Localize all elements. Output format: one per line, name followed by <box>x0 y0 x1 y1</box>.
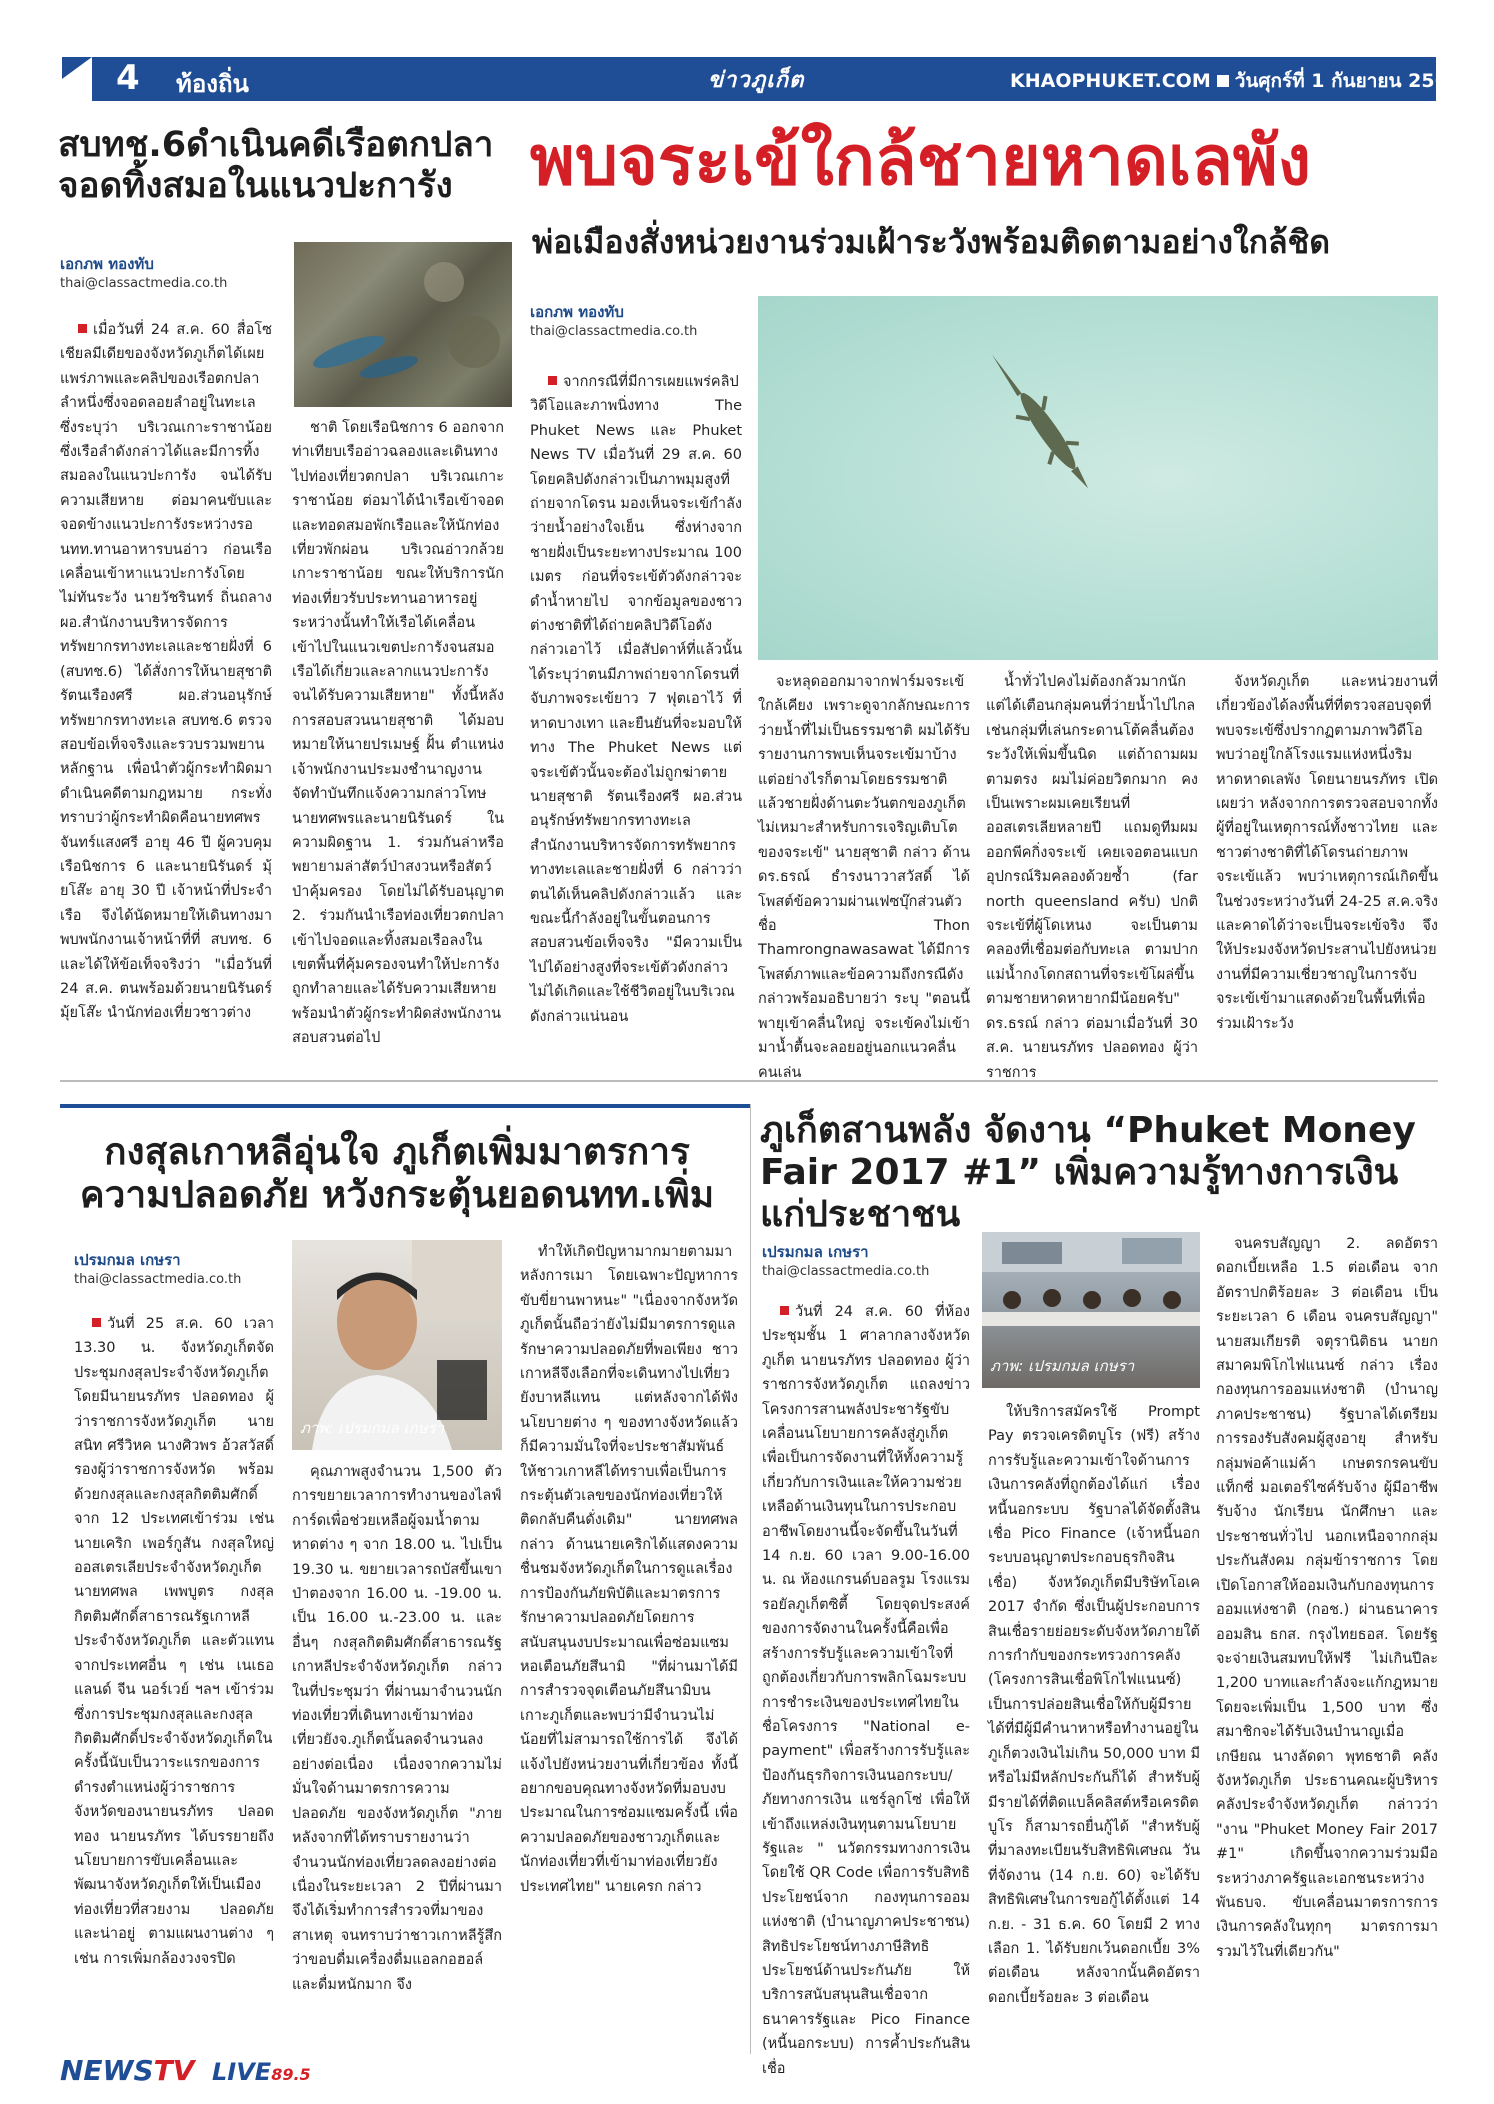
page-number: 4 <box>116 58 140 98</box>
korea-headline: กงสุลเกาหลีอุ่นใจ ภูเก็ตเพิ่มมาตรการ ความปลอดภัย หวังกระตุ้นยอดนทท.เพิ่ม <box>79 1130 715 1217</box>
boat-column-2 <box>292 416 504 1058</box>
croc-column-3 <box>986 670 1198 1081</box>
column-divider <box>750 1104 751 2054</box>
lead-bullet-icon <box>92 1318 101 1327</box>
money-body-3: จนครบสัญญา 2. ลดอัตราดอกเบี้ยเหลือ 1.5 ต่อเดือน จากอัตราปกติร้อยละ 3 ต่อเดือน เป็นระยะเวลา 6 เดือน จนครบสัญญา" นายสมเกียรติ จตุรานิติธน นายกสมาคมพิโกไฟแนนซ์ กล่าว เรื่องกองทุนการออมแห่งชาติ (บำนาญภาคประชาชน) รัฐบาลได้เตรียมการรองรับสังคมผู้สูงอายุ สำหรับกลุ่มพ่อค้าแม่ค้า เกษตรกรคนขับแท็กซี่ มอเตอร์ไซค์รับจ้าง ผู้มีอาชีพรับจ้าง นักเรียน นักศึกษา และประชาชนทั่วไป นอกเหนือจากกลุ่มประกันสังคม กลุ่มข้าราชการ โดยเปิดโอกาสให้ออมเงินกับกองทุนการออมแห่งชาติ (กอช.) ผ่านธนาคารออมสิน ธกส. กรุงไทยธอส. โดยรัฐจะจ่ายเงินสมทบให้ฟรี ไม่เกินปีละ 1,200 บาทและกำลังจะแก้กฎหมายโดยจะเพิ่มเป็น 1,500 บาท ซึ่งสมาชิกจะได้รับเงินบำนาญเมื่อเกษียณ นางลัดดา พุทธชาติ คลังจังหวัดภูเก็ต ประธานคณะผู้บริหารคลังประจำจังหวัดภูเก็ต กล่าวว่า "งาน "Phuket Money Fair 2017 #1" เกิดขึ้นจากความร่วมมือระหว่างภาครัฐและเอกชนระหว่างพันธบจ. ขับเคลื่อนมาตรการการเงินการคลังในทุกๆ มาตรการมารวมไว้ในที่เดียวกัน" <box>1216 1236 1438 1960</box>
croc-byline <box>530 300 730 339</box>
section-divider <box>60 1080 1438 1082</box>
money-headline: ภูเก็ตสานพลัง จัดงาน “Phuket Money Fair 2017 #1” เพิ่มความรู้ทางการเงินแก่ประชาชน <box>760 1110 1416 1236</box>
korea-accent-bar <box>60 1104 750 1108</box>
korea-column-3 <box>520 1240 738 2050</box>
korea-byline <box>74 1248 274 1287</box>
footer-news-tv-logo <box>60 2054 194 2087</box>
boat-text-1: เมื่อวันที่ 24 ส.ค. 60 สื่อโซเชียลมีเดียของจังหวัดภูเก็ตได้เผยแพร่ภาพและคลิปของเรือตกปลาลำหนึ่งซึ่งจอดลอยลำอยู่ในทะเลซึ่งระบุว่า บริเวณเกาะราชาน้อย ซึ่งเรือลำดังกล่าวได้และมีการทิ้งสมอลงในแนวปะการัง จนได้รับความเสียหาย ต่อมาคนขับและจอดข้างแนวปะการังระหว่างรอ นทท.ทานอาหารบนอ่าว ก่อนเรือเคลื่อนเข้าหาแนวปะการังโดยไม่ทันระวัง นายวัชรินทร์ ถิ่นถลาง ผอ.สำนักงานบริหารจัดการทรัพยากรทางทะเลและชายฝั่งที่ 6 (สบทช.6) ได้สั่งการให้นายสุชาติ รัตนเรืองศรี ผอ.ส่วนอนุรักษ์ทรัพยากรทางทะเล สบทช.6 ตรวจสอบข้อเท็จจริงและรวบรวมพยานหลักฐาน เพื่อนำตัวผู้กระทำผิดมาดำเนินคดีตามกฎหมาย กระทั่งทราบว่าผู้กระทำผิดคือนายทศพร จันทร์แสงศรี อายุ 46 ปี ผู้ควบคุมเรือนิชการ 6 และนายนิรันดร์ มุ้ยโส๊ะ อายุ 30 ปี เจ้าหน้าที่ประจำเรือ จึงได้นัดหมายให้เดินทางมาพบพนักงานเจ้าหน้าที่ที่ สบทช. 6 และได้ให้ข้อเท็จจริงว่า "เมื่อวันที่ 24 ส.ค. ตนพร้อมด้วยนายนิรันดร์ มุ้ยโส๊ะ นำนักท่องเที่ยวชาวต่าง <box>60 322 272 1022</box>
boat-headline: สบทช.6ดำเนินคดีเรือตกปลา จอดทิ้งสมอในแนวปะการัง <box>58 125 494 206</box>
korea-text-1: วันที่ 25 ส.ค. 60 เวลา 13.30 น. จังหวัดภูเก็ตจัดประชุมกงสุลประจำจังหวัดภูเก็ต โดยมีนายนรภัทร ปลอดทอง ผู้ว่าราชการจังหวัดภูเก็ต นายสนิท ศรีวิหค นางศิวพร อ้วสวัสดิ์ รองผู้ว่าราชการจังหวัด พร้อมด้วยกงสุลและกงสุลกิตติมศักดิ์ จาก 12 ประเทศเข้าร่วม เช่น นายเคริก เพอร์กูสัน กงสุลใหญ่ออสเตรเลียประจำจังหวัดภูเก็ต นายทศพล เพพบูตร กงสุลกิตติมศักดิ์สาธารณรัฐเกาหลีประจำจังหวัดภูเก็ต และตัวแทนจากประเทศอื่น ๆ เช่น เนเธอแลนด์ จีน นอร์เวย์ ฯลฯ เข้าร่วม ซึ่งการประชุมกงสุลและกงสุลกิตติมศักดิ์ประจำจังหวัดภูเก็ตในครั้งนี้นับเป็นวาระแรกของการดำรงตำแหน่งผู้ว่าราชการจังหวัดของนายนรภัทร ปลอดทอง นายนรภัทร ได้บรรยายถึงนโยบายการขับเคลื่อนและพัฒนาจังหวัดภูเก็ตให้เป็นเมืองท่องเที่ยวที่สวยงาม ปลอดภัย และน่าอยู่ ตามแผนงานต่าง ๆ เช่น การเพิ่มกล้องวงจรปิด <box>74 1316 274 1967</box>
boat-byline <box>60 252 290 291</box>
footer-live-radio-logo <box>212 2058 311 2086</box>
boat-body-1 <box>60 318 272 1026</box>
money-body-2: ให้บริการสมัครใช้ Prompt Pay ตรวจเครดิตบูโร (ฟรี) สร้างการรับรู้และความเข้าใจด้านการเงินการคลังที่ถูกต้องได้แก่ เรื่องหนี้นอกระบบ รัฐบาลได้จัดตั้งสินเชื่อ Pico Finance (เจ้าหนี้นอกระบบอนุญาตประกอบธุรกิจสินเชื่อ) จังหวัดภูเก็ตมีบริษัทโอเค 2017 จำกัด ซึ่งเป็นผู้ประกอบการสินเชื่อรายย่อยระดับจังหวัดภายใต้การกำกับของกระทรวงการคลัง (โครงการสินเชื่อพิโกไฟแนนซ์) เป็นการปล่อยสินเชื่อให้กับผู้มีรายได้ที่มีผู้มีคำนาหาหรือทำงานอยู่ในภูเก็ตวงเงินไม่เกิน 50,000 บาท มีหรือไม่มีหลักประกันก็ได้ สำหรับผู้มีรายได้ที่ติดแบล็คลิสต์หรือเครดิตบูโร ก็สามารถยื่นกู้ได้ "สำหรับผู้ที่มาลงทะเบียนรับสิทธิพิเศษณ วันที่จัดงาน (14 ก.ย. 60) จะได้รับสิทธิพิเศษในการขอกู้ได้ตั้งแต่ 14 ก.ย. - 31 ธ.ค. 60 โดยมี 2 ทางเลือก 1. ได้รับยกเว้นดอกเบี้ย 3% ต่อเดือน หลังจากนั้นคิดอัตราดอกเบี้ยร้อยละ 3 ต่อเดือน <box>988 1404 1200 2006</box>
header-corner-triangle <box>62 57 92 79</box>
money-fair-press-photo <box>982 1232 1200 1388</box>
money-body-1 <box>762 1300 970 2081</box>
lead-bullet-icon <box>780 1306 789 1315</box>
korea-body-1 <box>74 1312 274 1971</box>
croc-headline: พบจระเข้ใกล้ชายหาดเลพัง <box>530 122 1311 201</box>
tv-logo-text: TV <box>153 2054 195 2087</box>
croc-body-3: น้ำทั่วไปคงไม่ต้องกลัวมากนัก แต่ได้เตือนกลุ่มคนที่ว่ายน้ำไปไกล เช่นกลุ่มที่เล่นกระดานโต้คลื่นต้องระวังให้เพิ่มขึ้นนิด แต่ถ้าถามผมตามตรง ผมไม่ค่อยวิตกมาก คงเป็นเพราะผมเคยเรียนที่ออสเตรเลียหลายปี แถมดูทีมผมออกพีคกิ่งจระเข้ เคยเจอตอนแบกอุปกรณ์ริมคลองด้วยซ้ำ (far north queensland ครับ) ปกติจระเข้ที่ผู้โดเหนง จะเป็นตามคลองที่เชื่อมต่อกับทะเล ตามปากแม่น้ำกงโดกสถานที่จระเข้โผล่ขึ้นตามชายหาดหายากมีน้อยครับ" ดร.ธรณ์ กล่าว ต่อมาเมื่อวันที่ 30 ส.ค. นายนรภัทร ปลอดทอง ผู้ว่าราชการ <box>986 674 1198 1081</box>
news-logo-text: NEWS <box>60 2054 154 2087</box>
reef-photo-svg <box>294 242 512 407</box>
croc-author: เอกภพ ทองทับ <box>530 303 624 321</box>
croc-column-1 <box>530 370 742 1058</box>
croc-subhead: พ่อเมืองสั่งหน่วยงานร่วมเฝ้าระวังพร้อมติดตามอย่างใกล้ชิด <box>532 223 1331 261</box>
money-email: thai@classactmedia.co.th <box>762 1264 930 1279</box>
korea-body-3: ทำให้เกิดปัญหามากมายตามมาหลังการเมา โดยเฉพาะปัญหาการขับขี่ยานพาหนะ" "เนื่องจากจังหวัดภูเก็ตนั้นถือว่ายังไม่มีมาตรการดูแลรักษาความปลอดภัยที่พอเพียง ชาวเกาหลีจึงเลือกที่จะเดินทางไปเที่ยวยังบาหลีแทน แต่หลังจากได้ฟังนโยบายต่าง ๆ ของทางจังหวัดแล้ว ก็มีความมั่นใจที่จะประชาสัมพันธ์ให้ชาวเกาหลีได้ทราบเพื่อเป็นการกระตุ้นตัวเลขของนักท่องเที่ยวให้ติดกลับคืนดั่งเดิม" นายทศพล กล่าว ด้านนายเคริกได้แสดงความชื่นชมจังหวัดภูเก็ตในการดูแลเรื่องการป้องกันภัยพิบัติและมาตรการรักษาความปลอดภัยโดยการสนับสนุนงบประมาณเพื่อซ่อมแซมหอเตือนภัยสึนามิ "ที่ผ่านมาได้มีการสำรวจจุดเตือนภัยสึนามิบนเกาะภูเก็ตและพบว่ามีจำนวนไม่น้อยที่ไม่สามารถใช้การได้ จึงได้แจ้งไปยังหน่วยงานที่เกี่ยวข้อง ทั้งนี้อยากขอบคุณทางจังหวัดที่มอบงบประมาณในการซ่อมแซมครั้งนี้ เพื่อความปลอดภัยของชาวภูเก็ตและนักท่องเที่ยวที่เข้ามาท่องเที่ยวยังประเทศไทย" นายเครก กล่าว <box>520 1244 738 1895</box>
site-url: KHAOPHUKET.COM <box>1010 70 1211 92</box>
boat-column-1 <box>60 318 272 1058</box>
boat-email: thai@classactmedia.co.th <box>60 276 228 291</box>
radio-frequency-text: 89.5 <box>271 2065 311 2084</box>
coral-reef-photo <box>294 242 512 407</box>
newspaper-logo: ข่าวภูเก็ต <box>708 68 805 93</box>
money-column-1 <box>762 1300 970 2077</box>
crocodile-svg <box>758 296 1438 660</box>
korea-consul-photo <box>292 1240 502 1450</box>
korea-email: thai@classactmedia.co.th <box>74 1272 242 1287</box>
money-author: เปรมกมล เกษรา <box>762 1243 869 1261</box>
header-meta <box>1010 66 1461 96</box>
section-title: ท้องถิ่น <box>176 70 249 98</box>
money-text-1: วันที่ 24 ส.ค. 60 ที่ห้องประชุมชั้น 1 ศาลากลางจังหวัดภูเก็ต นายนรภัทร ปลอดทอง ผู้ว่าราชการจังหวัดภูเก็ต แถลงข่าวโครงการสานพลังประชารัฐขับเคลื่อนนโยบายการคลังสู่ภูเก็ต เพื่อเป็นการจัดงานที่ให้ทั้งความรู้เกี่ยวกับการเงินและให้ความช่วยเหลือด้านเงินทุนในการประกอบอาชีพโดยงานนี้จะจัดขึ้นในวันที่ 14 ก.ย. 60 เวลา 9.00-16.00 น. ณ ห้องแกรนด์บอลรูม โรงแรมรอยัลภูเก็ตซิตี้ โดยจุดประสงค์ของการจัดงานในครั้งนี้คือเพื่อสร้างการรับรู้และความเข้าใจที่ถูกต้องเกี่ยวกับการพลิกโฉมระบบการชำระเงินของประเทศไทยในชื่อโครงการ "National e-payment" เพื่อสร้างการรับรู้และป้องกันธุรกิจการเงินนอกระบบ/ภัยทางการเงิน แชร์ลูกโซ่ เพื่อให้เข้าถึงแหล่งเงินทุนตามนโยบายรัฐและ " นวัตกรรมทางการเงินโดยใช้ QR Code เพื่อการรับสิทธิประโยชน์จาก กองทุนการออมแห่งชาติ (บำนาญภาคประชาชน) สิทธิประโยชน์ทางภาษีสิทธิประโยชน์ด้านประกันภัย ให้บริการสนับสนุนสินเชื่อจากธนาคารรัฐและ Pico Finance (หนี้นอกระบบ) การค้ำประกันสินเชื่อ <box>762 1304 970 2077</box>
money-column-3 <box>1216 1232 1438 2050</box>
croc-email: thai@classactmedia.co.th <box>530 324 698 339</box>
croc-body-4: จังหวัดภูเก็ต และหน่วยงานที่เกี่ยวข้องได้ลงพื้นที่ที่ตรวจสอบจุดที่พบจระเข้ซึ่งปรากฏตามภาพวิดีโอ พบว่าอยู่ใกล้โรงแรมแห่งหนึ่งริมหาดหาดเลพัง โดยนายนรภัทร เปิดเผยว่า หลังจากการตรวจสอบจากทั้งผู้ที่อยู่ในเหตุการณ์ทั้งชาวไทย และชาวต่างชาติที่ได้โดรนถ่ายภาพจระเข้แล้ว พบว่าเหตุการณ์เกิดขึ้นในช่วงระหว่างวันที่ 24-25 ส.ค.จริง และคาดได้ว่าจะเป็นจระเข้จริง จึงให้ประมงจังหวัดประสานไปยังหน่วยงานที่มีความเชี่ยวชาญในการจับจระเข้เข้ามาแสดงด้วยในพื้นที่เพื่อร่วมเฝ้าระวัง <box>1216 674 1438 1032</box>
croc-column-2 <box>758 670 970 1081</box>
croc-text-1: จากกรณีที่มีการเผยแพร่คลิปวิดีโอและภาพนิ่งทาง The Phuket News และ Phuket News TV เมื่อวันที่ 29 ส.ค. 60 โดยคลิปดังกล่าวเป็นภาพมุมสูงที่ถ่ายจากโดรน มองเห็นจระเข้กำลังว่ายน้ำอย่างใจเย็น ซึ่งห่างจากชายฝั่งเป็นระยะทางประมาณ 100 เมตร ก่อนที่จระเข้ตัวดังกล่าวจะดำน้ำหายไป จากข้อมูลของชาวต่างชาติที่ได้ถ่ายคลิปวิดีโอดังกล่าวเอาไว้ เมื่อสัปดาห์ที่แล้วนั้นได้ระบุว่าตนมีภาพถ่ายจากโดรนที่จับภาพจระเข้ยาว 7 ฟุตเอาไว้ ที่หาดบางเทา และยืนยันที่จะมอบให้ทาง The Phuket News แต่จระเข้ตัวนั้นจะต้องไม่ถูกฆ่าตาย นายสุชาติ รัตนเรืองศรี ผอ.ส่วนอนุรักษ์ทรัพยากรทางทะเล สำนักงานบริหารจัดการทรัพยากรทางทะเลและชายฝั่งที่ 6 กล่าวว่า ตนได้เห็นคลิปดังกล่าวแล้ว และขณะนี้กำลังอยู่ในขั้นตอนการสอบสวนข้อเท็จจริง "มีความเป็นไปได้อย่างสูงที่จระเข้ตัวดังกล่าวไม่ได้เกิดและใช้ชีวิตอยู่ในบริเวณดังกล่าวแน่นอน <box>530 374 742 1025</box>
money-photo-caption: ภาพ: เปรมกมล เกษรา <box>990 1357 1135 1375</box>
boat-body-2: ชาติ โดยเรือนิชการ 6 ออกจากท่าเทียบเรืออ่าวฉลองและเดินทางไปท่องเที่ยวตกปลา บริเวณเกาะราชาน้อย ต่อมาได้นำเรือเข้าจอดและทอดสมอพักเรือและให้นักท่องเที่ยวพักผ่อน บริเวณอ่าวกล้วยเกาะราชาน้อย ขณะให้บริการนักท่องเที่ยวรับประทานอาหารอยู่ ระหว่างนั้นทำให้เรือได้เคลื่อนเข้าไปในแนวเขตปะการังจนสมอเรือได้เกี่ยวและลากแนวปะการังจนได้รับความเสียหาย" ทั้งนี้หลังการสอบสวนนายสุชาติ ได้มอบหมายให้นายปรเมษฐ์ ฝั้น ตำแหน่งเจ้าพนักงานประมงชำนาญงาน จัดทำบันทึกแจ้งความกล่าวโทษนายทศพรและนายนิรันดร์ ในความผิดฐาน 1. ร่วมกันล่าหรือพยายามล่าสัตว์ป่าสงวนหรือสัตว์ป่าคุ้มครอง โดยไม่ได้รับอนุญาต 2. ร่วมกันนำเรือท่องเที่ยวตกปลาเข้าไปจอดและทิ้งสมอเรือลงในเขตพื้นที่คุ้มครองจนทำให้ปะการังถูกทำลายและได้รับความเสียหาย พร้อมนำตัวผู้กระทำผิดส่งพนักงานสอบสวนต่อไป <box>292 420 504 1047</box>
issue-date: วันศุกร์ที่ 1 กันยายน 2560 <box>1234 70 1462 92</box>
money-column-2 <box>988 1400 1200 2050</box>
separator-square <box>1217 75 1229 87</box>
croc-body-2: จะหลุดออกมาจากฟาร์มจระเข้ใกล้เคียง เพราะดูจากลักษณะการว่ายน้ำที่ไม่เป็นธรรมชาติ ผมได้รับรายงานการพบเห็นจระเข้มาบ้างแต่อย่างไรก็ตามโดยธรรมชาติแล้วชายฝั่งด้านตะวันตกของภูเก็ตไม่เหมาะสำหรับการเจริญเติบโตของจระเข้" นายสุชาติ กล่าว ด้าน ดร.ธรณ์ ธำรงนาวาสวัสดิ์ ได้โพสต์ข้อความผ่านเฟซบุ๊กส่วนตัวชื่อ Thon Thamrongnawasawat ได้มีการโพสต์ภาพและข้อความถึงกรณีดังกล่าวพร้อมอธิบายว่า ระบุ "ตอนนี้พายุเข้าคลื่นใหญ่ จระเข้คงไม่เข้ามาน้ำตื้นจะลอยอยู่นอกแนวคลื่น คนเล่น <box>758 674 970 1081</box>
money-byline <box>762 1240 962 1279</box>
korea-author: เปรมกมล เกษรา <box>74 1251 181 1269</box>
korea-body-2: คุณภาพสูงจำนวน 1,500 ตัว การขยายเวลาการทำงานของไลฟ์การ์ดเพื่อช่วยเหลือผู้จมน้ำตามหาดต่าง ๆ จาก 18.00 น. ไปเป็น 19.30 น. ขยายเวลารถบัสขึ้นเขาป่าตองจาก 16.00 น. -19.00 น. เป็น 16.00 น.-23.00 น. และอื่นๆ กงสุลกิตติมศักดิ์สาธารณรัฐเกาหลีประจำจังหวัดภูเก็ต กล่าวในที่ประชุมว่า ที่ผ่านมาจำนวนนักท่องเที่ยวที่เดินทางเข้ามาท่องเที่ยวยังจ.ภูเก็ตนั้นลดจำนวนลงอย่างต่อเนื่อง เนื่องจากความไม่มั่นใจด้านมาตรการความปลอดภัย ของจังหวัดภูเก็ต "ภายหลังจากที่ได้ทราบรายงานว่าจำนวนนักท่องเที่ยวลดลงอย่างต่อเนื่องในระยะเวลา 2 ปีที่ผ่านมา จึงได้เริ่มทำการสำรวจที่มาของสาเหตุ จนทราบว่าชาวเกาหลีรู้สึกว่าขอบดื่มเครื่องดื่มแอลกอฮอล์และดื่มหนักมาก จึง <box>292 1464 502 1993</box>
korea-column-2 <box>292 1460 502 2050</box>
live-logo-text: LIVE <box>212 2058 272 2086</box>
lead-bullet-icon <box>78 324 87 333</box>
korea-photo-caption: ภาพ: เปรมกมล เกษรา <box>300 1419 445 1437</box>
croc-column-4 <box>1216 670 1438 1058</box>
korea-column-1 <box>74 1312 274 2050</box>
boat-author: เอกภพ ทองทับ <box>60 255 154 273</box>
croc-body-1 <box>530 370 742 1029</box>
crocodile-drone-photo <box>758 296 1438 660</box>
lead-bullet-icon <box>548 376 557 385</box>
